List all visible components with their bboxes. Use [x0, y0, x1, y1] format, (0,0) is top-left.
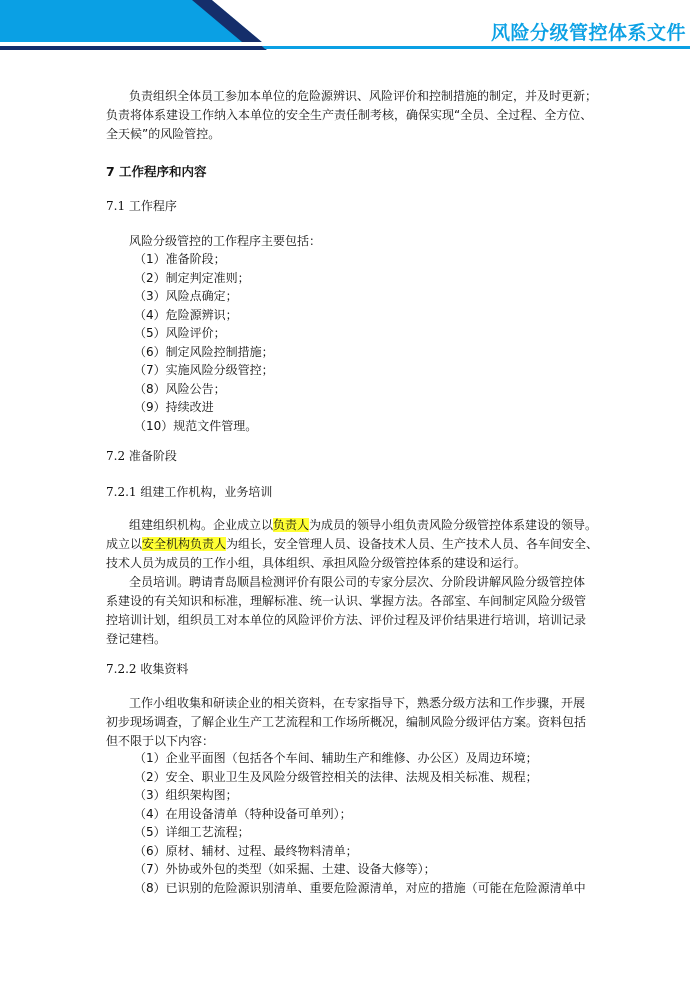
paragraph-line: 系建设的有关知识和标准，理解标准、统一认识、掌握方法。各部室、车间制定风险分级管 [106, 594, 587, 608]
paragraph-line [106, 535, 598, 554]
list-item: （3）风险点确定； [134, 289, 238, 303]
section-7-2-1-heading: 7.2.1 组建工作机构，业务培训 [106, 485, 273, 499]
text-run: 为组长，安全管理人员、设备技术人员、生产技术人员、各车间安全、 [226, 537, 599, 551]
section-7-1-lead: 风险分级管控的工作程序主要包括： [129, 234, 322, 248]
list-item: （2）安全、职业卫生及风险分级管控相关的法律、法规及相关标准、规程； [134, 769, 538, 784]
list-item: （3）组织架构图； [134, 788, 238, 802]
paragraph-line: 技术人员为成员的工作小组，具体组织、承担风险分级管控体系的建设和运行。 [106, 556, 527, 570]
paragraph-line: 但不限于以下内容： [106, 734, 215, 748]
text-run: 成立以 [106, 537, 143, 551]
paragraph-line: 登记建档。 [106, 632, 167, 646]
paragraph-line: 全员培训。聘请青岛顺昌检测评价有限公司的专家分层次、分阶段讲解风险分级管控体 [129, 575, 586, 589]
header-title: 风险分级管控体系文件 [490, 22, 686, 44]
list-item: （4）在用设备清单（特种设备可单列）； [134, 806, 352, 821]
list-item: （5）详细工艺流程； [134, 825, 250, 839]
procedure-list [134, 250, 274, 435]
list-item: （7）外协或外包的类型（如采掘、土建、设备大修等）； [134, 862, 436, 876]
text-run: 组建组织机构。企业成立以 [129, 518, 274, 532]
list-item: （8）风险公告； [134, 381, 226, 396]
list-item: （6）原材、辅材、过程、最终物料清单； [134, 843, 358, 858]
highlighted-text: 负责人 [273, 518, 310, 532]
list-item: （7）实施风险分级管控； [134, 363, 274, 377]
list-item: （10）规范文件管理。 [134, 418, 258, 433]
list-item: （4）危险源辨识； [134, 307, 238, 322]
list-item: （2）制定判定准则； [134, 270, 250, 285]
paragraph-line: 初步现场调查，了解企业生产工艺流程和工作场所概况，编制风险分级评估方案。资料包括 [106, 715, 587, 729]
section-7-1-heading: 7.1 工作程序 [106, 199, 177, 213]
list-item: （8）已识别的危险源识别清单、重要危险源清单，对应的措施（可能在危险源清单中 [134, 880, 586, 895]
section-7-2-heading: 7.2 准备阶段 [106, 449, 177, 463]
intro-line: 负责组织全体员工参加本单位的危险源辨识、风险评价和控制措施的制定，并及时更新； [129, 89, 598, 103]
list-item: （6）制定风险控制措施； [134, 344, 274, 359]
highlighted-text: 安全机构负责人 [142, 537, 227, 551]
list-item: （1）企业平面图（包括各个车间、辅助生产和维修、办公区）及周边环境； [134, 751, 538, 765]
paragraph-line: 控培训计划，组织员工对本单位的风险评价方法、评价过程及评价结果进行培训，培训记录 [106, 613, 587, 627]
list-item: （9）持续改进 [134, 400, 214, 414]
intro-line: 全天候”的风险管控。 [106, 127, 221, 141]
text-run: 为成员的领导小组负责风险分级管控体系建设的领导。 [309, 518, 598, 532]
paragraph-line: 工作小组收集和研读企业的相关资料，在专家指导下，熟悉分级方法和工作步骤，开展 [129, 696, 586, 710]
paragraph-line [129, 516, 597, 535]
list-item: （1）准备阶段； [134, 252, 226, 266]
intro-line: 负责将体系建设工作纳入本单位的安全生产责任制考核，确保实现“全员、全过程、全方位、 [106, 108, 593, 122]
section-7-2-2-heading: 7.2.2 收集资料 [106, 662, 189, 676]
materials-list [134, 749, 586, 897]
section-7-heading: 7 工作程序和内容 [106, 164, 207, 179]
page-header [0, 0, 700, 60]
list-item: （5）风险评价； [134, 326, 226, 340]
